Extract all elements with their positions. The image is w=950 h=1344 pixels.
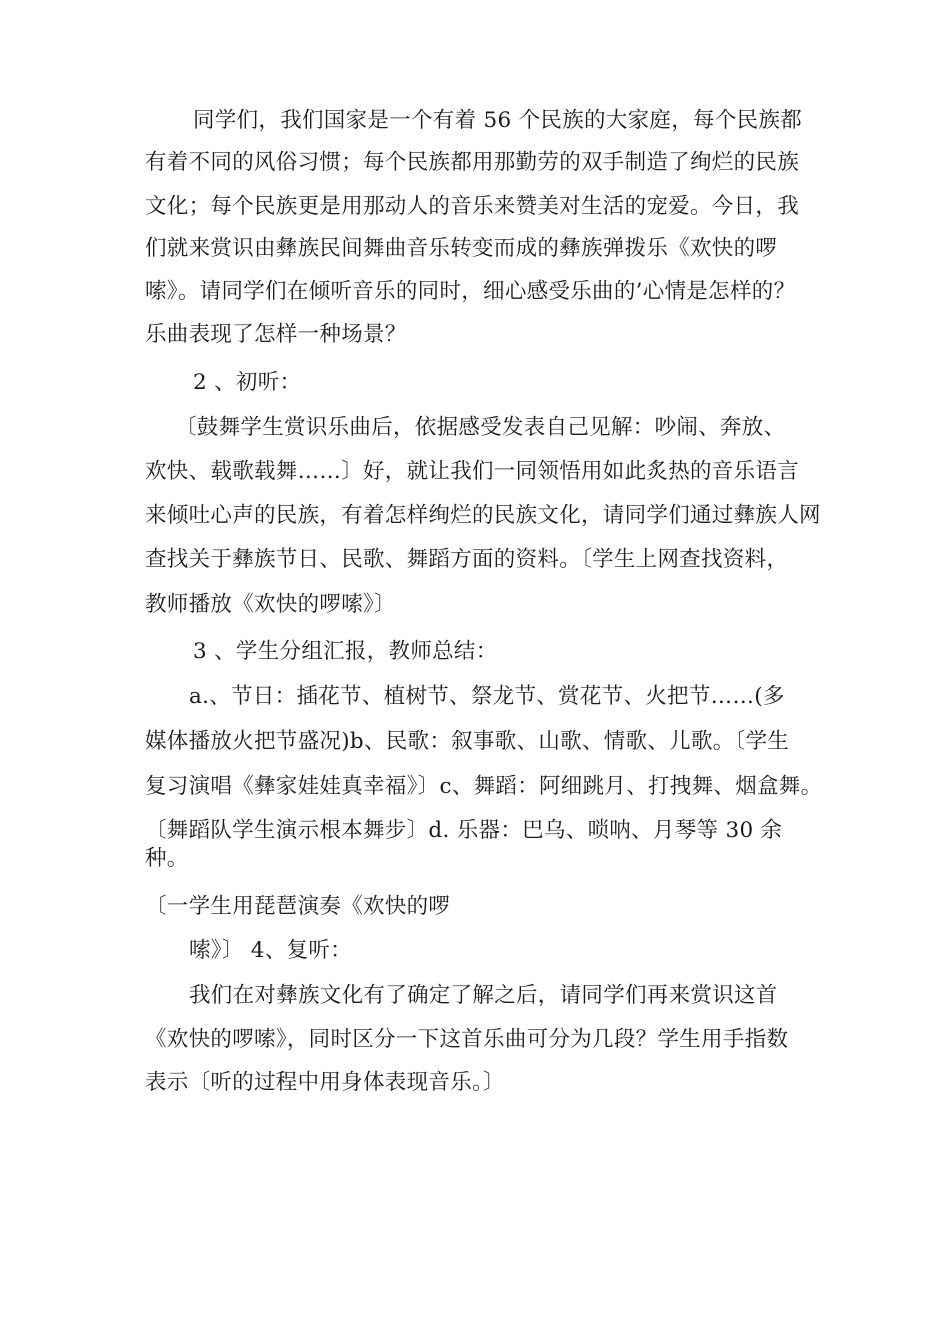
paragraph-report-line-3: 复习演唱《彝家娃娃真幸福》〕c、舞蹈：阿细跳月、打拽舞、烟盒舞。 xyxy=(145,774,823,799)
paragraph-intro-line-1: 同学们，我们国家是一个有着 56 个民族的大家庭，每个民族都 xyxy=(193,108,803,133)
paragraph-intro-line-4: 们就来赏识由彝族民间舞曲音乐转变而成的彝族弹拨乐《欢快的啰 xyxy=(145,236,778,261)
paragraph-intro-line-6: 乐曲表现了怎样一种场景？ xyxy=(145,322,407,347)
paragraph-relisten-line-3: 表示〔听的过程中用身体表现音乐。〕 xyxy=(145,1070,505,1095)
paragraph-relisten-line-1: 我们在对彝族文化有了确定了解之后，请同学们再来赏识这首 xyxy=(189,983,778,1008)
section-heading-relisten: 嗦》〕 4、复听： xyxy=(189,938,352,963)
paragraph-report-line-2: 媒体播放火把节盛况)b、民歌：叙事歌、山歌、情歌、儿歌。〔学生 xyxy=(145,729,790,754)
section-heading-first-listen: 2 、初听： xyxy=(193,370,302,395)
paragraph-report-line-4: 〔舞蹈队学生演示根本舞步〕d. 乐器：巴乌、唢呐、月琴等 30 余 xyxy=(145,818,783,843)
paragraph-first-listen-line-1: 〔鼓舞学生赏识乐曲后，依据感受发表自己见解：吵闹、奔放、 xyxy=(175,415,786,440)
paragraph-report-line-5: 种。 xyxy=(145,846,189,871)
paragraph-pipa-line-1: 〔一学生用琵琶演奏《欢快的啰 xyxy=(145,894,451,919)
paragraph-relisten-line-2: 《欢快的啰嗦》，同时区分一下这首乐曲可分为几段？学生用手指数 xyxy=(145,1027,789,1052)
paragraph-first-listen-line-5: 教师播放《欢快的啰嗦》〕 xyxy=(145,592,396,617)
section-heading-group-report: 3 、学生分组汇报，教师总结： xyxy=(193,639,498,664)
paragraph-first-listen-line-3: 来倾吐心声的民族，有着怎样绚烂的民族文化，请同学们通过彝族人网 xyxy=(145,503,821,528)
paragraph-first-listen-line-2: 欢快、载歌载舞……〕好，就让我们一同领悟用如此炙热的音乐语言 xyxy=(145,459,800,484)
paragraph-intro-line-3: 文化；每个民族更是用那动人的音乐来赞美对生活的宠爱。今日，我 xyxy=(145,194,800,219)
paragraph-intro-line-5: 嗦》。请同学们在倾听音乐的同时，细心感受乐曲的’心情是怎样的？ xyxy=(145,279,796,304)
paragraph-report-line-1: a.、节日：插花节、植树节、祭龙节、赏花节、火把节……(多 xyxy=(189,684,785,709)
paragraph-intro-line-2: 有着不同的风俗习惯；每个民族都用那勤劳的双手制造了绚烂的民族 xyxy=(145,150,800,175)
paragraph-first-listen-line-4: 查找关于彝族节日、民歌、舞蹈方面的资料。〔学生上网查找资料， xyxy=(145,547,789,572)
